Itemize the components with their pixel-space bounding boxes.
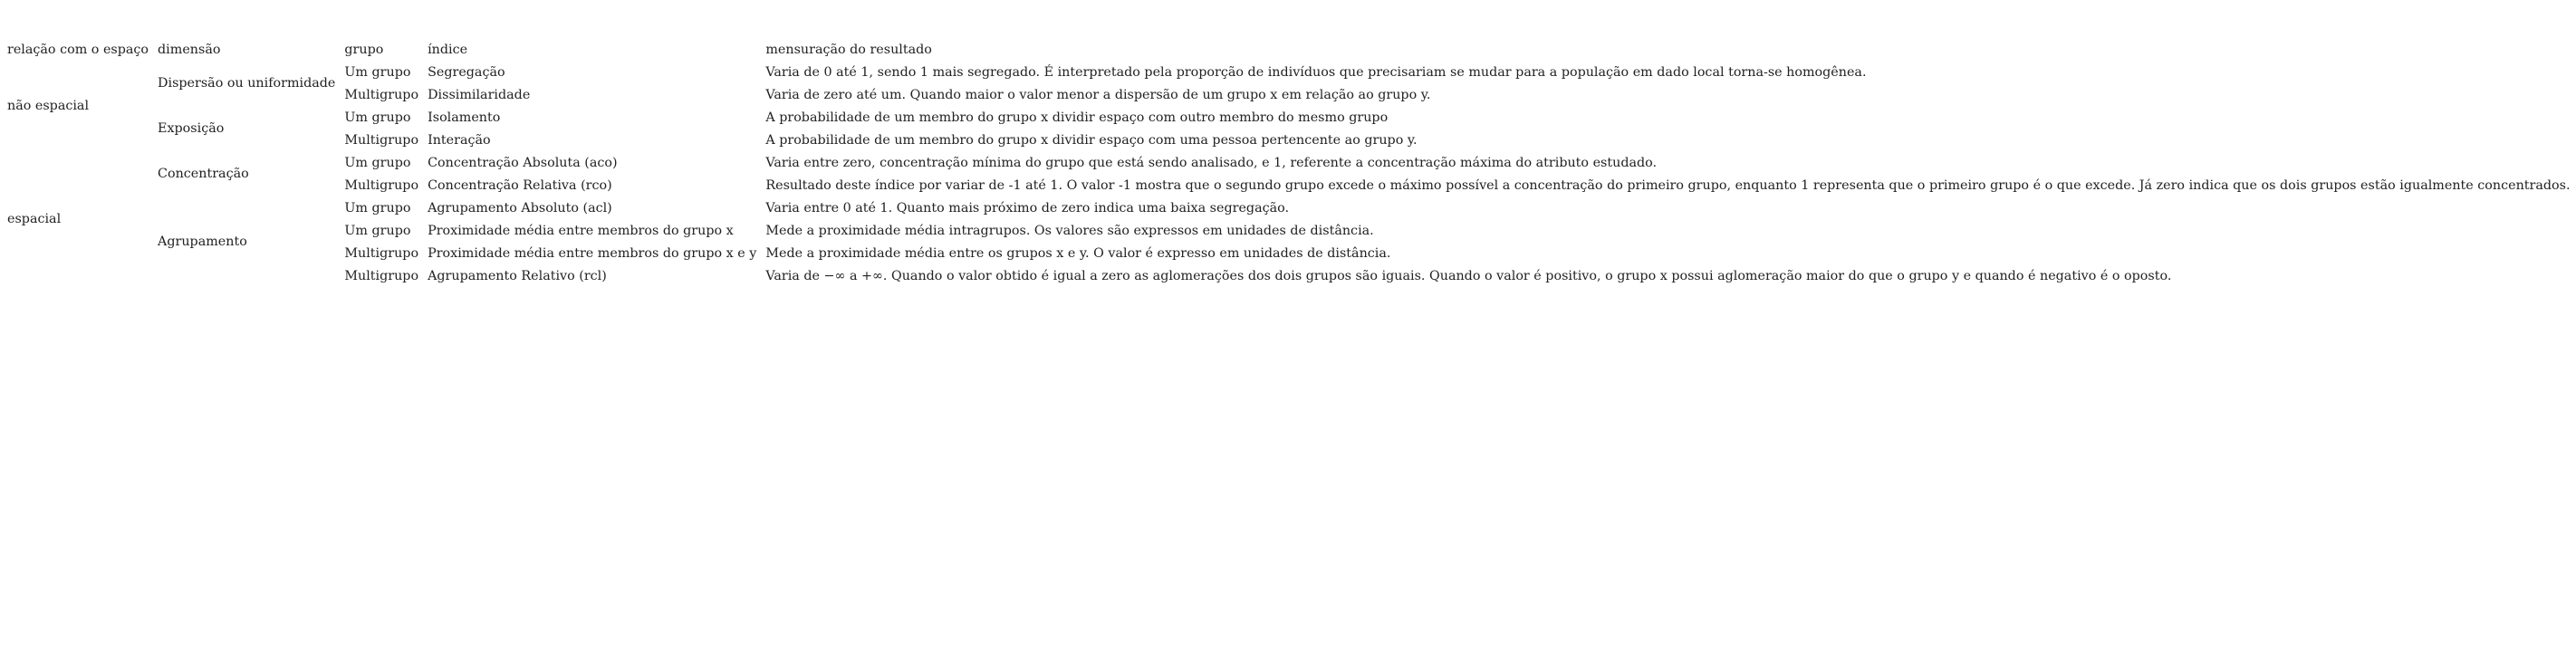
grupo-cell: Multigrupo: [344, 87, 419, 102]
table-row: [4, 106, 2576, 129]
indice-cell: Interação: [428, 132, 491, 148]
grupo-cell: Um grupo: [344, 200, 411, 216]
dimensao-exposicao: Exposição: [158, 121, 225, 136]
dimensao-concentracao: Concentração: [158, 167, 249, 181]
header-indice: índice: [428, 42, 468, 57]
table-row: [4, 219, 2576, 242]
mensuracao-cell: Mede a proximidade média entre os grupos x e y. O valor é expresso em unidades de distância.: [765, 245, 1391, 261]
grupo-cell: Um grupo: [344, 110, 411, 125]
table-row: [4, 61, 2576, 83]
table-row: [4, 83, 2576, 106]
indice-cell: Proximidade média entre membros do grupo x: [428, 223, 734, 238]
mensuracao-cell: Varia entre zero, concentração mínima do grupo que está sendo analisado, e 1, referente a concentração máxima do atributo estudado.: [765, 155, 1658, 170]
indice-cell: Proximidade média entre membros do grupo x e y: [428, 245, 757, 261]
mensuracao-cell: Resultado deste índice por variar de -1 até 1. O valor -1 mostra que o segundo grupo excede o máximo possível a concentração do primeiro grupo, enquanto 1 representa que o primeiro grupo é o que excede. Já zero indica que os dois grupos estão igualmente concentrados.: [765, 177, 2571, 193]
dimensao-dispersao: Dispersão ou uniformidade: [158, 76, 336, 91]
dimensao-agrupamento: Agrupamento: [158, 235, 247, 249]
indice-cell: Concentração Relativa (rco): [428, 177, 612, 193]
indice-cell: Segregação: [428, 64, 505, 80]
segregation-indices-table: [4, 38, 2576, 287]
grupo-cell: Um grupo: [344, 64, 411, 80]
table-row: [4, 129, 2576, 151]
grupo-cell: Multigrupo: [344, 245, 419, 261]
indice-cell: Concentração Absoluta (aco): [428, 155, 618, 170]
relacao-espacial: espacial: [7, 212, 62, 226]
header-dimensao: dimensão: [158, 42, 221, 57]
table-row: [4, 151, 2576, 174]
grupo-cell: Multigrupo: [344, 268, 419, 283]
grupo-cell: Um grupo: [344, 155, 411, 170]
indice-cell: Agrupamento Relativo (rcl): [428, 268, 607, 283]
header-grupo: grupo: [344, 42, 384, 57]
segregation-indices-document: [4, 38, 2576, 287]
header-mensuracao: mensuração do resultado: [765, 42, 932, 57]
indice-cell: Dissimilaridade: [428, 87, 531, 102]
mensuracao-cell: Varia entre 0 até 1. Quanto mais próximo de zero indica uma baixa segregação.: [765, 200, 1290, 216]
table-row: [4, 174, 2576, 196]
relacao-nao-espacial: não espacial: [7, 99, 90, 113]
mensuracao-cell: Varia de −∞ a +∞. Quando o valor obtido é igual a zero as aglomerações dos dois grupos são iguais. Quando o valor é positivo, o grupo x possui aglomeração maior do que o grupo y e quando é negativo é o oposto.: [765, 268, 2172, 283]
header-relacao: relação com o espaço: [7, 42, 149, 57]
mensuracao-cell: Mede a proximidade média intragrupos. Os valores são expressos em unidades de distância.: [765, 223, 1374, 238]
header-row: [4, 38, 2576, 61]
mensuracao-cell: Varia de 0 até 1, sendo 1 mais segregado. É interpretado pela proporção de indivíduos que precisariam se mudar para a população em dado local torna-se homogênea.: [765, 64, 1867, 80]
grupo-cell: Multigrupo: [344, 132, 419, 148]
grupo-cell: Um grupo: [344, 223, 411, 238]
indice-cell: Agrupamento Absoluto (acl): [428, 200, 612, 216]
table-row: [4, 196, 2576, 219]
table-row: [4, 242, 2576, 264]
mensuracao-cell: Varia de zero até um. Quando maior o valor menor a dispersão de um grupo x em relação ao grupo y.: [765, 87, 1431, 102]
mensuracao-cell: A probabilidade de um membro do grupo x dividir espaço com uma pessoa pertencente ao grupo y.: [765, 132, 1418, 148]
table-row: [4, 264, 2576, 287]
indice-cell: Isolamento: [428, 110, 501, 125]
mensuracao-cell: A probabilidade de um membro do grupo x dividir espaço com outro membro do mesmo grupo: [765, 110, 1389, 125]
grupo-cell: Multigrupo: [344, 177, 419, 193]
